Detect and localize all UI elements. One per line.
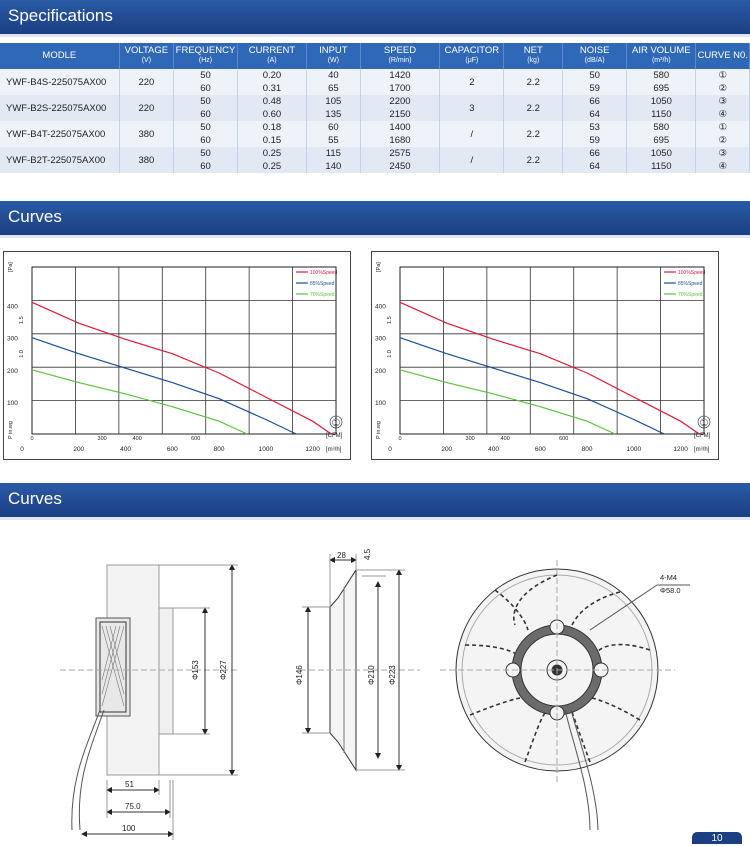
frequency-cell: 60 [174,108,238,121]
capacitor-cell: 3 [440,95,504,121]
column-header-label: VOLTAGE [124,45,169,56]
x-unit-label: [m³/h] [694,447,710,453]
column-header [440,43,504,69]
net-weight-cell: 2.2 [504,69,563,95]
front-view-drawing [440,560,690,830]
speed-cell: 2200 [360,95,440,108]
x-secondary-tick-label: 600 [559,436,569,442]
column-header-label: CAPACITOR [444,45,500,56]
dim-label: Φ210 [367,665,376,685]
y-tick-label: 400 [7,303,18,311]
noise-cell: 59 [563,134,627,147]
x-tick-label: 400 [120,446,131,453]
y-unit-label: [Pa] [8,262,14,272]
current-cell: 0.60 [237,108,306,121]
y-tick-label: 200 [7,367,18,375]
x-tick-label: 0 [20,446,24,453]
column-header [360,43,440,69]
net-weight-cell: 2.2 [504,121,563,147]
curve-number-cell: ④ [696,108,750,121]
current-cell: 0.25 [237,147,306,160]
y-secondary-tick-label: 1.0 [387,350,393,358]
frequency-cell: 50 [174,69,238,82]
speed-cell: 1700 [360,82,440,95]
current-cell: 0.31 [237,82,306,95]
net-weight-cell: 2.2 [504,147,563,173]
column-header-unit: (dB/A) [584,57,605,64]
column-header [504,43,563,69]
speed-cell: 2450 [360,160,440,173]
x-secondary-tick-label: 600 [191,436,201,442]
air-volume-cell: 1050 [627,147,696,160]
x-secondary-tick-label: 300 [97,436,107,442]
column-header-label: AIR VOLUME [631,45,691,56]
series-line [32,302,331,434]
input-cell: 105 [307,95,361,108]
column-header-label: CURRENT [248,45,296,56]
column-header-unit: (μF) [465,57,479,64]
column-header [307,43,361,69]
specifications-header [0,0,750,34]
frequency-cell: 60 [174,134,238,147]
column-header [174,43,238,69]
column-header [119,43,174,69]
noise-cell: 53 [563,121,627,134]
x-secondary-tick-label: 0 [30,436,34,442]
table-row [0,95,750,108]
x-tick-label: 1200 [673,446,688,453]
dimension-drawings [0,530,750,844]
air-volume-cell: 695 [627,82,696,95]
air-volume-cell: 580 [627,69,696,82]
dim-label: 4-M4 [660,573,678,582]
frequency-cell: 50 [174,95,238,108]
y-secondary-unit-label: P in.wg [8,421,14,439]
input-cell: 135 [307,108,361,121]
curve-number-cell: ③ [696,147,750,160]
dim-label: Φ227 [219,660,228,680]
frequency-cell: 50 [174,121,238,134]
performance-chart-left [3,251,351,460]
capacitor-cell: 2 [440,69,504,95]
series-line [32,338,296,434]
air-volume-cell: 1150 [627,108,696,121]
y-secondary-tick-label: 1.5 [19,316,25,324]
column-header-unit: (m³/h) [651,57,671,64]
series-line [400,370,615,434]
x-secondary-unit-label: [CFM] [694,433,711,439]
x-tick-label: 1000 [626,446,642,453]
noise-cell: 66 [563,147,627,160]
plot-area [400,267,704,434]
speed-cell: 1680 [360,134,440,147]
dim-label: Φ146 [295,665,304,685]
y-secondary-tick-label: 1.0 [19,350,25,358]
current-cell: 0.25 [237,160,306,173]
y-tick-label: 300 [7,335,18,343]
noise-cell: 66 [563,95,627,108]
curves-header [0,201,750,235]
curve-number-cell: ① [696,121,750,134]
section-title: Curves [8,207,62,226]
column-header [696,43,750,69]
y-tick-label: 200 [375,367,386,375]
column-header-label: NET [523,45,543,56]
x-unit-label: [m³/h] [326,447,342,453]
noise-cell: 50 [563,69,627,82]
y-unit-label: [Pa] [376,262,382,272]
plot-area [32,267,336,434]
speed-cell: 1420 [360,69,440,82]
frequency-cell: 60 [174,160,238,173]
air-volume-cell: 580 [627,121,696,134]
input-cell: 55 [307,134,361,147]
dim-label: Φ153 [191,660,200,680]
x-secondary-tick-label: 300 [465,436,475,442]
curve-number-cell: ② [696,134,750,147]
series-line [400,302,699,434]
net-weight-cell: 2.2 [504,95,563,121]
input-cell: 40 [307,69,361,82]
column-header [627,43,696,69]
series-line [400,338,664,434]
dim-label: Φ223 [388,665,397,685]
table-row [0,121,750,134]
dim-label: 28 [337,551,346,560]
section-title: Curves [8,489,62,508]
x-tick-label: 600 [534,446,546,453]
dim-label: 75.0 [125,802,141,811]
model-cell: YWF-B4S-225075AX00 [0,69,119,95]
x-tick-label: 200 [73,446,85,453]
curve-number-cell: ② [696,82,750,95]
x-secondary-tick-label: 400 [500,436,510,442]
page-number-tab: 10 [692,832,742,844]
x-tick-label: 800 [213,446,225,453]
y-secondary-unit-label: P in.wg [376,421,382,439]
section-view-drawing [300,554,420,770]
input-cell: 115 [307,147,361,160]
column-header-unit: (A) [267,57,277,64]
current-cell: 0.20 [237,69,306,82]
voltage-cell: 220 [119,95,174,121]
y-tick-label: 400 [375,303,386,311]
noise-cell: 64 [563,160,627,173]
frequency-cell: 50 [174,147,238,160]
column-header-label: INPUT [319,45,348,56]
input-cell: 140 [307,160,361,173]
curve-number-cell: ① [696,69,750,82]
table-row [0,69,750,82]
curve-marker: ① [331,418,341,429]
air-volume-cell: 1050 [627,95,696,108]
legend-label: 85%Speed [678,281,703,287]
column-header-unit: (R/min) [388,57,412,64]
voltage-cell: 380 [119,121,174,147]
section-title: Specifications [8,6,113,25]
speed-cell: 1400 [360,121,440,134]
dim-label: Φ58.0 [660,586,681,595]
curve-number-cell: ③ [696,95,750,108]
legend-label: 100%Speed [678,270,706,276]
column-header-label: CURVE N0. [697,50,748,61]
column-header-label: MODLE [42,50,77,61]
curve-marker: ① [699,418,709,429]
y-tick-label: 100 [7,399,18,407]
model-cell: YWF-B2T-225075AX00 [0,147,119,173]
drawings-header [0,483,750,517]
specifications-table [0,43,750,173]
side-view-drawing [60,565,240,840]
current-cell: 0.18 [237,121,306,134]
x-tick-label: 1200 [305,446,320,453]
input-cell: 60 [307,121,361,134]
model-cell: YWF-B4T-225075AX00 [0,121,119,147]
column-header [237,43,306,69]
series-line [32,370,247,434]
capacitor-cell: / [440,121,504,147]
x-tick-label: 400 [488,446,499,453]
speed-cell: 2150 [360,108,440,121]
column-header-label: NOISE [579,45,610,56]
air-volume-cell: 695 [627,134,696,147]
frequency-cell: 60 [174,82,238,95]
legend-label: 70%Speed [678,292,703,298]
speed-cell: 2575 [360,147,440,160]
column-header-unit: (kg) [527,57,540,64]
x-tick-label: 800 [581,446,593,453]
column-header-unit: (W) [327,57,339,64]
x-tick-label: 600 [166,446,178,453]
y-tick-label: 100 [375,399,386,407]
table-row [0,147,750,160]
x-tick-label: 0 [388,446,392,453]
performance-chart-right [371,251,719,460]
column-header-label: SPEED [383,45,417,56]
capacitor-cell: / [440,147,504,173]
current-cell: 0.15 [237,134,306,147]
dim-label: 4.5 [363,548,372,560]
legend-label: 100%Speed [310,270,338,276]
x-tick-label: 200 [441,446,453,453]
input-cell: 65 [307,82,361,95]
dim-label: 100 [122,824,136,833]
column-header [563,43,627,69]
column-header-unit: (V) [141,57,152,64]
air-volume-cell: 1150 [627,160,696,173]
legend-label: 70%Speed [310,292,335,298]
column-header-unit: (Hz) [198,57,213,64]
table-header-row [0,43,750,69]
current-cell: 0.48 [237,95,306,108]
y-tick-label: 300 [375,335,386,343]
x-secondary-tick-label: 0 [398,436,402,442]
x-tick-label: 1000 [258,446,274,453]
dim-label: 51 [125,780,134,789]
column-header [0,43,119,69]
legend-label: 85%Speed [310,281,335,287]
y-secondary-tick-label: 1.5 [387,316,393,324]
noise-cell: 64 [563,108,627,121]
voltage-cell: 380 [119,147,174,173]
x-secondary-unit-label: [CFM] [326,433,343,439]
noise-cell: 59 [563,82,627,95]
voltage-cell: 220 [119,69,174,95]
x-secondary-tick-label: 400 [132,436,142,442]
model-cell: YWF-B2S-225075AX00 [0,95,119,121]
curve-number-cell: ④ [696,160,750,173]
column-header-label: FREQUENCY [175,45,236,56]
